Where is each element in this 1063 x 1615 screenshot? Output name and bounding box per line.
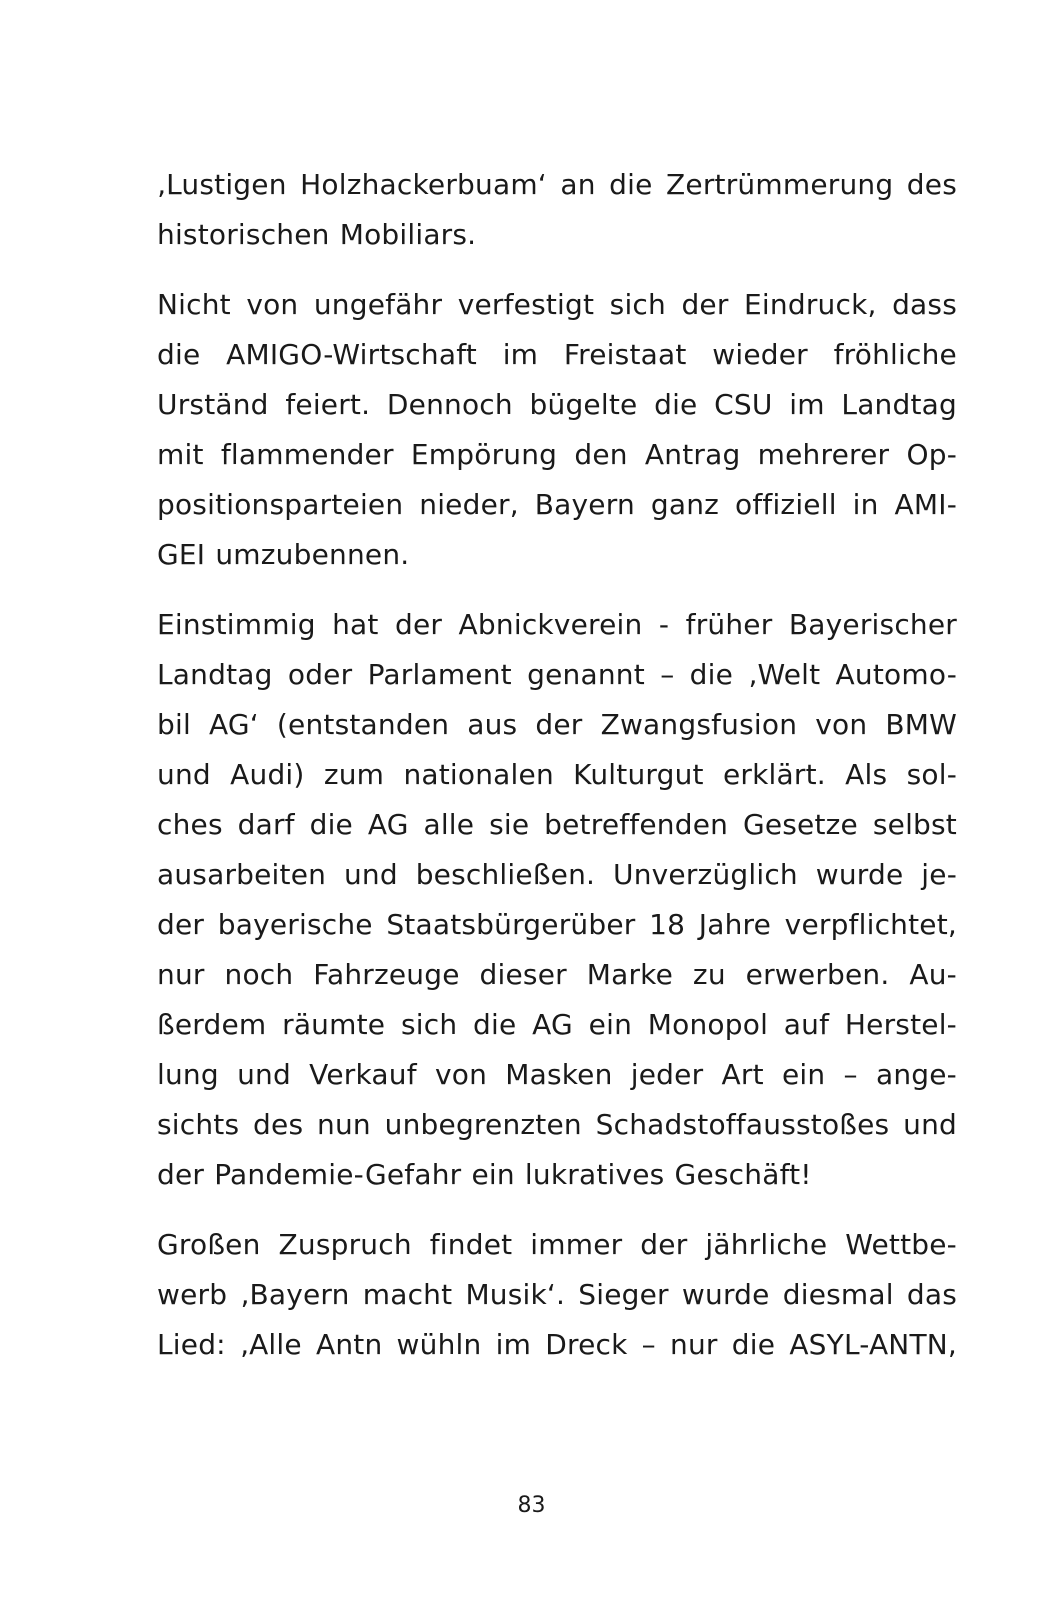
text-line: Landtag oder Parlament genannt – die ‚Welt Automo- xyxy=(157,658,957,691)
body-text xyxy=(157,160,957,1390)
paragraph-3 xyxy=(157,600,957,1200)
text-line: sichts des nun unbegrenzten Schadstoffausstoßes und xyxy=(157,1108,957,1141)
text-line: mit flammender Empörung den Antrag mehrerer Op- xyxy=(157,438,957,471)
page-number: 83 xyxy=(517,1493,546,1518)
text-line: positionsparteien nieder, Bayern ganz offiziell in AMI- xyxy=(157,488,957,521)
text-line: nur noch Fahrzeuge dieser Marke zu erwerben. Au- xyxy=(157,958,957,991)
paragraph-4 xyxy=(157,1220,957,1370)
text-line: der bayerische Staatsbürgerüber 18 Jahre verpflichtet, xyxy=(157,908,957,941)
text-line: werb ‚Bayern macht Musik‘. Sieger wurde diesmal das xyxy=(157,1278,957,1311)
text-line: Urständ feiert. Dennoch bügelte die CSU im Landtag xyxy=(157,388,957,421)
text-line: die AMIGO-Wirtschaft im Freistaat wieder fröhliche xyxy=(157,338,957,371)
text-line: lung und Verkauf von Masken jeder Art ein – ange- xyxy=(157,1058,957,1091)
paragraph-1 xyxy=(157,160,957,260)
text-line: Einstimmig hat der Abnickverein - früher Bayerischer xyxy=(157,608,957,641)
text-line: ßerdem räumte sich die AG ein Monopol auf Herstel- xyxy=(157,1008,957,1041)
text-line: ches darf die AG alle sie betreffenden Gesetze selbst xyxy=(157,808,957,841)
text-line: ausarbeiten und beschließen. Unverzüglich wurde je- xyxy=(157,858,957,891)
text-line: historischen Mobiliars. xyxy=(157,218,477,251)
text-line: Lied: ‚Alle Antn wühln im Dreck – nur die ASYL-ANTN, xyxy=(157,1328,957,1361)
text-line: GEI umzubennen. xyxy=(157,538,410,571)
text-line: ‚Lustigen Holzhackerbuam‘ an die Zertrümmerung des xyxy=(157,168,957,201)
paragraph-2 xyxy=(157,280,957,580)
text-line: bil AG‘ (entstanden aus der Zwangsfusion von BMW xyxy=(157,708,957,741)
text-line: der Pandemie-Gefahr ein lukratives Geschäft! xyxy=(157,1158,812,1191)
text-line: und Audi) zum nationalen Kulturgut erklärt. Als sol- xyxy=(157,758,957,791)
text-line: Großen Zuspruch findet immer der jährliche Wettbe- xyxy=(157,1228,957,1261)
text-line: Nicht von ungefähr verfestigt sich der Eindruck, dass xyxy=(157,288,957,321)
